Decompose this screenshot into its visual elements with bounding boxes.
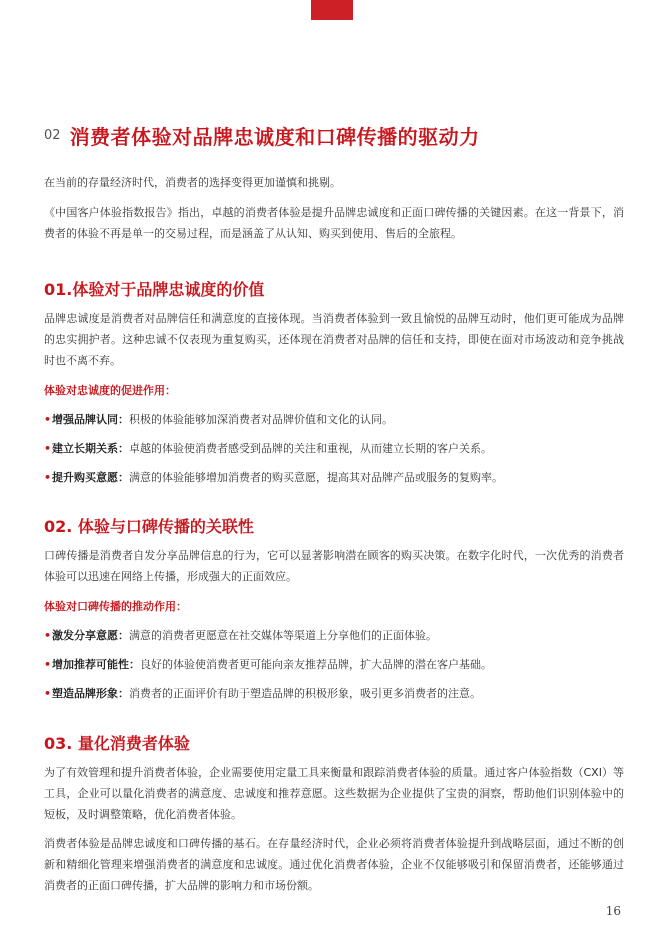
bullet-text: 良好的体验使消费者更可能向亲友推荐品牌，扩大品牌的潜在客户基础。 [140,658,493,671]
bullet-term: 增强品牌认同： [52,413,130,426]
section-2-paragraph: 口碑传播是消费者自发分享品牌信息的行为，它可以显著影响潜在顾客的购买决策。在数字化时代，一次优秀的消费者体验可以迅速在网络上传播，形成强大的正面效应。 [44,549,624,583]
bullet-dot: • [44,629,52,642]
section-2-bullet-2 [44,657,492,673]
bullet-text: 卓越的体验使消费者感受到品牌的关注和重视，从而建立长期的客户关系。 [129,442,493,455]
bullet-dot: • [44,442,52,455]
title-text: 消费者体验对品牌忠诚度和口碑传播的驱动力 [69,125,480,149]
bullet-text: 满意的消费者更愿意在社交媒体等渠道上分享他们的正面体验。 [129,629,438,642]
bullet-dot: • [44,687,52,700]
section-2-bullet-1 [44,628,437,644]
section-1-subheading: 体验对忠诚度的促进作用： [44,384,176,397]
page-number: 16 [605,904,621,918]
bullet-text: 满意的体验能够增加消费者的购买意愿，提高其对品牌产品或服务的复购率。 [129,471,504,484]
section-2-subheading: 体验对口碑传播的推动作用： [44,600,187,613]
section-1-bullet-2 [44,441,492,457]
bullet-text: 积极的体验能够加深消费者对品牌价值和文化的认同。 [129,413,394,426]
section-2-bullet-3 [44,686,481,702]
bullet-term: 激发分享意愿： [52,629,130,642]
bullet-dot: • [44,413,52,426]
title-number: 02 [44,128,61,143]
top-accent-bar [311,0,353,20]
bullet-term: 建立长期关系： [52,442,130,455]
section-1-bullet-3 [44,470,503,486]
bullet-dot: • [44,471,52,484]
bullet-term: 提升购买意愿： [52,471,130,484]
section-1-heading: 01.体验对于品牌忠诚度的价值 [44,280,265,299]
bullet-dot: • [44,658,52,671]
section-1-bullet-1 [44,412,393,428]
section-3-heading: 03. 量化消费者体验 [44,734,190,753]
page-title [44,121,480,150]
bullet-term: 增加推荐可能性： [52,658,141,671]
intro-paragraph-2: 《中国客户体验指数报告》指出，卓越的消费者体验是提升品牌忠诚度和正面口碑传播的关键因素。在这一背景下，消费者的体验不再是单一的交易过程，而是涵盖了从认知、购买到使用、售后的全旅程。 [44,206,624,240]
section-3-paragraph-1: 为了有效管理和提升消费者体验，企业需要使用定量工具来衡量和跟踪消费者体验的质量。通过客户体验指数（CXI）等工具，企业可以量化消费者的满意度、忠诚度和推荐意愿。这些数据为企业提供了宝贵的洞察，帮助他们识别体验中的短板，及时调整策略，优化消费者体验。 [44,766,624,821]
bullet-text: 消费者的正面评价有助于塑造品牌的积极形象，吸引更多消费者的注意。 [129,687,482,700]
intro-paragraph-1: 在当前的存量经济时代，消费者的选择变得更加谨慎和挑剔。 [44,176,341,189]
section-3-paragraph-2: 消费者体验是品牌忠诚度和口碑传播的基石。在存量经济时代，企业必须将消费者体验提升到战略层面，通过不断的创新和精细化管理来增强消费者的满意度和忠诚度。通过优化消费者体验，企业不仅能够吸引和保留消费者，还能够通过消费者的正面口碑传播，扩大品牌的影响力和市场份额。 [44,837,624,892]
section-1-paragraph: 品牌忠诚度是消费者对品牌信任和满意度的直接体现。当消费者体验到一致且愉悦的品牌互动时，他们更可能成为品牌的忠实拥护者。这种忠诚不仅表现为重复购买，还体现在消费者对品牌的信任和支持，即使在面对市场波动和竞争挑战时也不离不弃。 [44,312,624,367]
bullet-term: 塑造品牌形象： [52,687,130,700]
section-2-heading: 02. 体验与口碑传播的关联性 [44,517,254,536]
